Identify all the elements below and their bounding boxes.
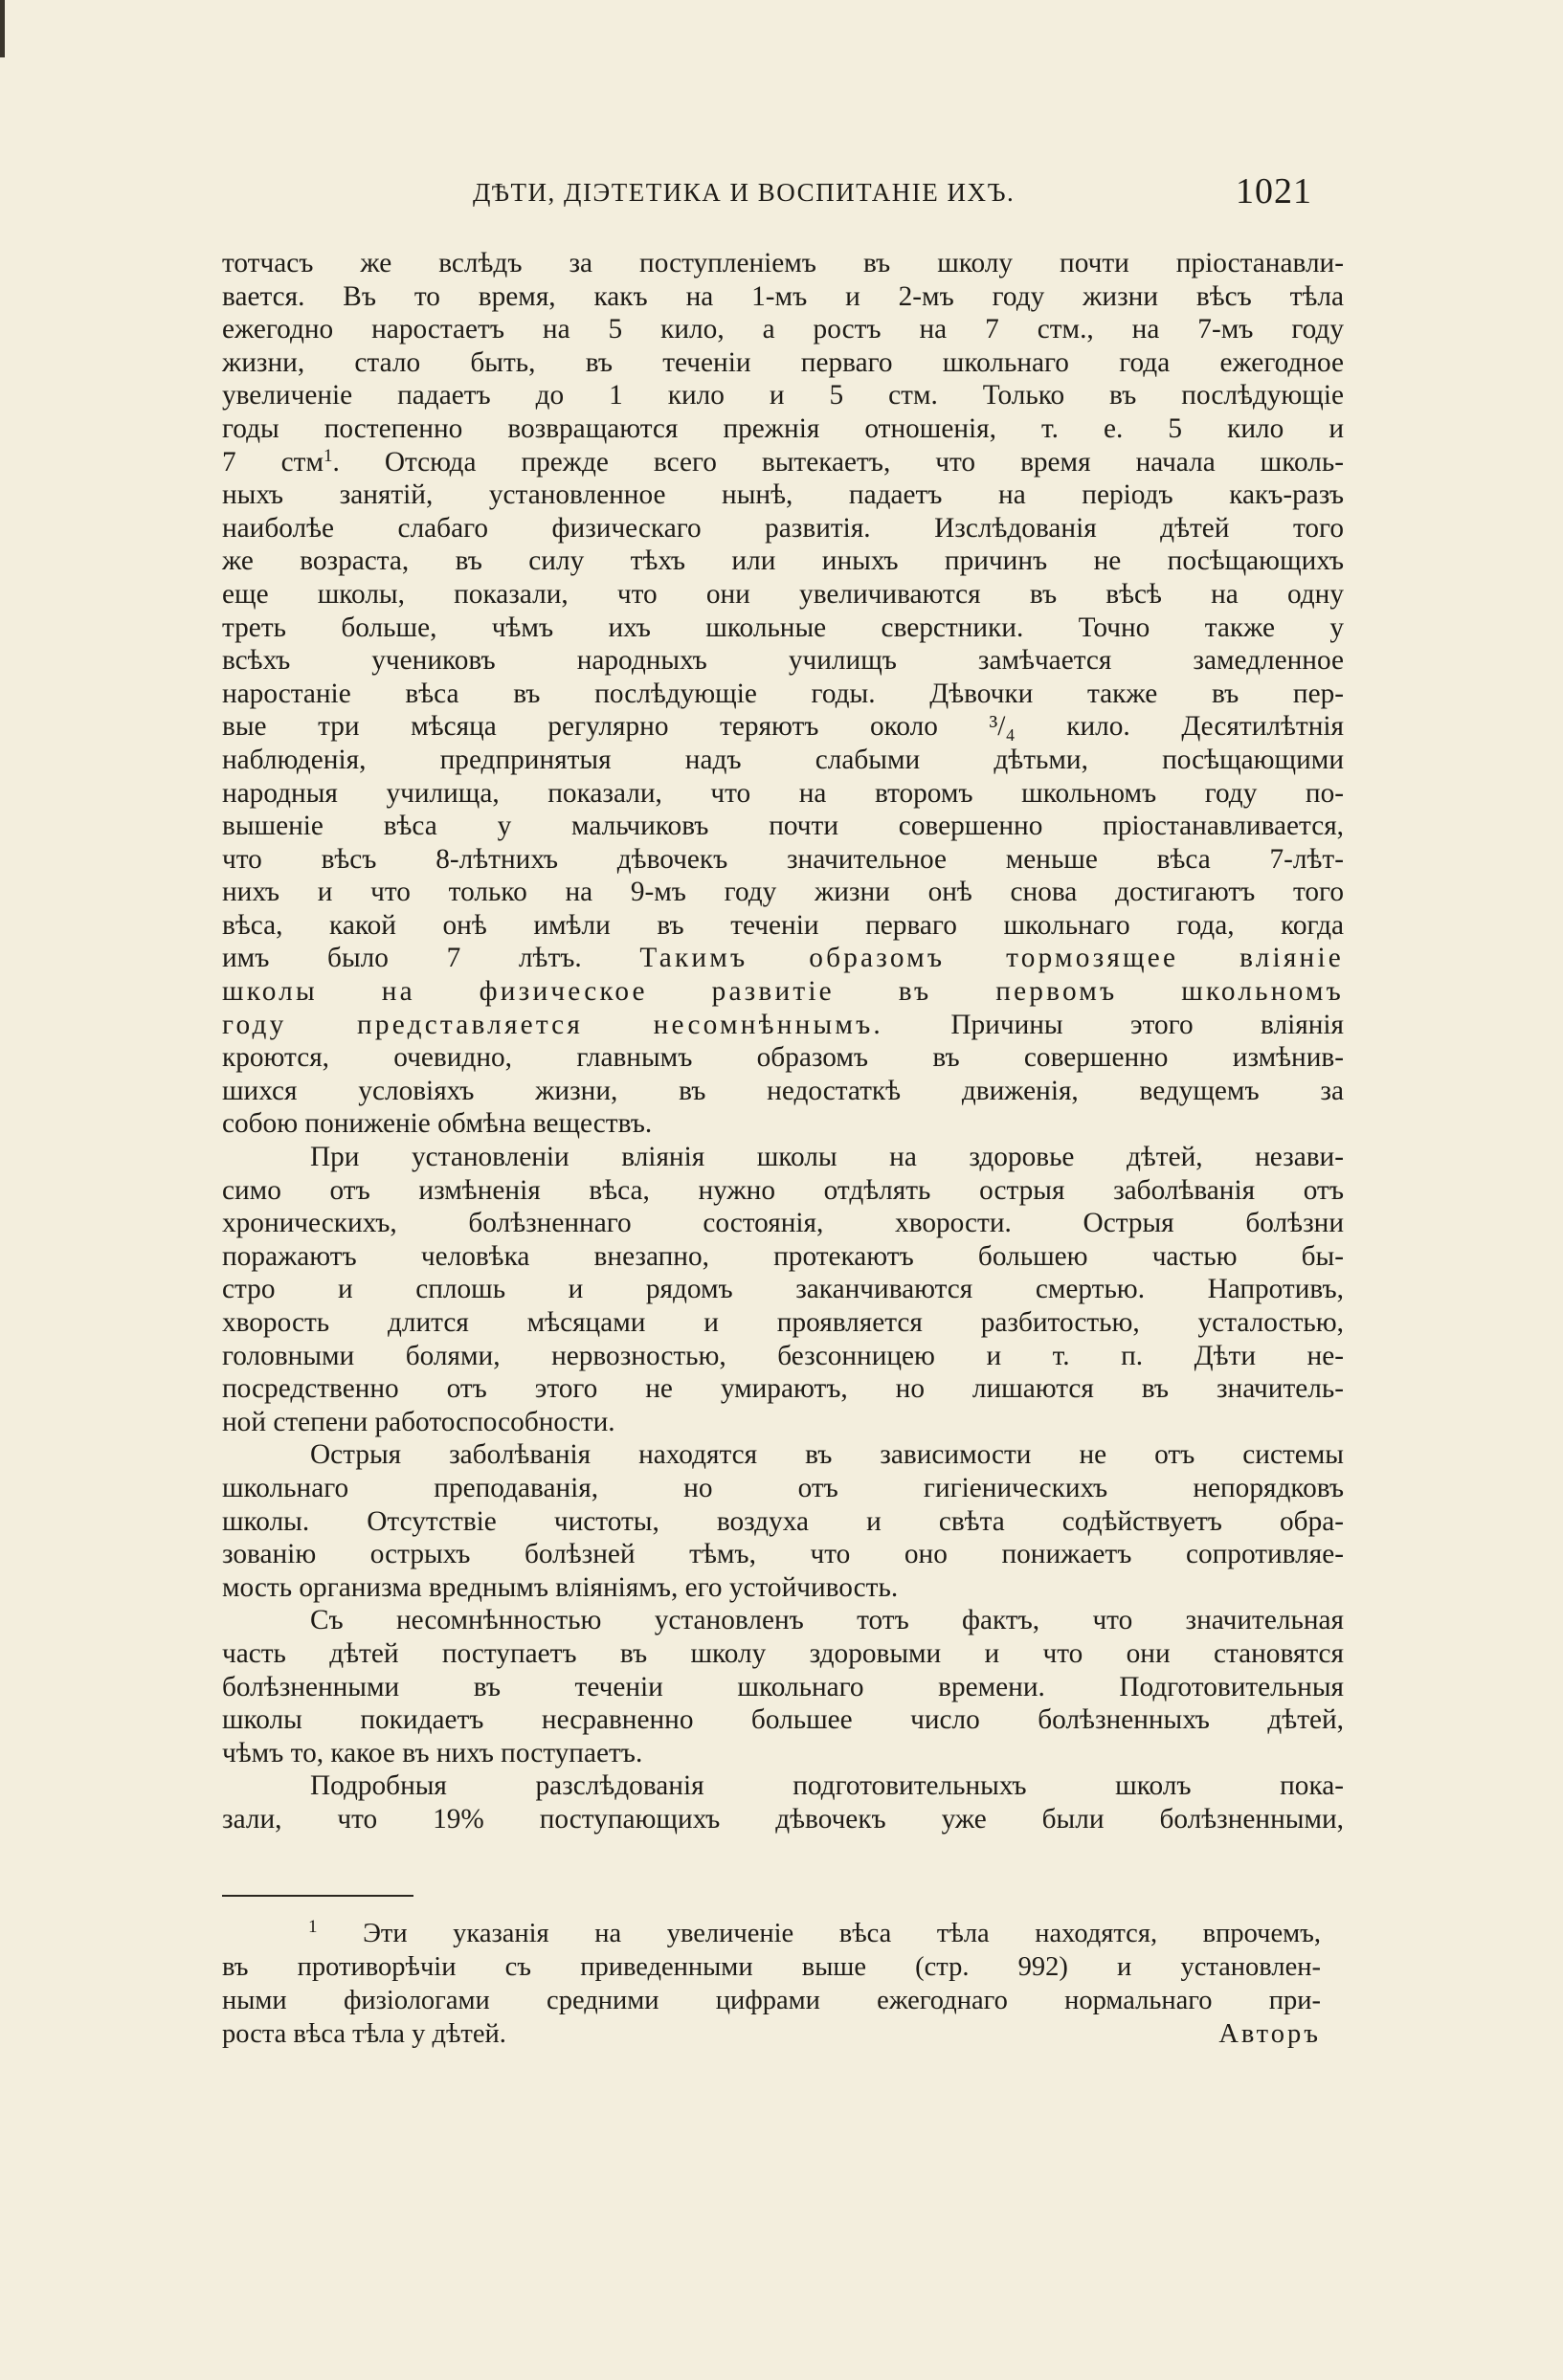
text-line: собою пониженіе обмѣна веществъ. [222, 1108, 653, 1140]
text-fragment: Причины этого вліянія [882, 1009, 1344, 1040]
text-line [222, 1009, 1344, 1042]
footnote-reference: 1 [324, 445, 333, 466]
text-fragment: 7 стм [222, 446, 324, 478]
paragraph-first-line: Подробныя разслѣдованія подготовительныхъ школъ пока- [310, 1770, 1344, 1802]
text-fragment: имъ было 7 лѣтъ. [222, 943, 640, 974]
text-line: головными болями, нервозностью, безсонницею и т. п. Дѣти не- [222, 1340, 1344, 1371]
text-line: треть больше, чѣмъ ихъ школьные сверстники. Точно также у [222, 612, 1344, 643]
text-line: посредственно отъ этого не умираютъ, но лишаются въ значитель- [222, 1373, 1344, 1405]
text-line: что вѣсъ 8-лѣтнихъ дѣвочекъ значительное меньше вѣса 7-лѣт- [222, 843, 1344, 875]
text-line: зованію острыхъ болѣзней тѣмъ, что оно понижаетъ сопротивляе- [222, 1539, 1344, 1570]
text-line: наростаніе вѣса въ послѣдующіе годы. Дѣвочки также въ пер- [222, 678, 1344, 709]
text-line: народныя училища, показали, что на второмъ школьномъ году по- [222, 777, 1344, 809]
text-fragment: . Отсюда прежде всего вытекаетъ, что время начала школь- [332, 446, 1344, 478]
text-line: шихся условіяхъ жизни, въ недостаткѣ движенія, ведущемъ за [222, 1075, 1344, 1106]
text-line: часть дѣтей поступаетъ въ школу здоровыми и что они становятся [222, 1637, 1344, 1669]
paragraph-first-line: При установленіи вліянія школы на здоровье дѣтей, незави- [310, 1142, 1344, 1173]
spaced-emphasis: году представляется несомнѣннымъ. [222, 1009, 883, 1040]
text-line [222, 942, 1344, 975]
text-line: наиболѣе слабаго физическаго развитія. Изслѣдованія дѣтей того [222, 512, 1344, 544]
body-text [222, 247, 1344, 1836]
text-line: болѣзненными въ теченіи школьнаго времени. Подготовительныя [222, 1671, 1344, 1702]
footnote-separator [222, 1895, 413, 1897]
text-line: школы. Отсутствіе чистоты, воздуха и свѣта содѣйствуетъ обра- [222, 1505, 1344, 1537]
text-line: нихъ и что только на 9-мъ году жизни онѣ снова достигаютъ того [222, 877, 1344, 908]
text-line: жизни, стало быть, въ теченіи перваго школьнаго года ежегодное [222, 346, 1344, 378]
text-line: ежегодно наростаетъ на 5 кило, а ростъ на 7 стм., на 7-мъ году [222, 314, 1344, 345]
text-line: увеличеніе падаетъ до 1 кило и 5 стм. Только въ послѣдующіе [222, 380, 1344, 411]
text-fragment: роста вѣса тѣла у дѣтей. [222, 2019, 506, 2049]
text-line: годы постепенно возвращаются прежнія отношенія, т. е. 5 кило и [222, 412, 1344, 444]
text-line: наблюденія, предпринятыя надъ слабыми дѣтьми, посѣщающими [222, 744, 1344, 775]
text-line: мость организма вреднымъ вліяніямъ, его устойчивость. [222, 1571, 899, 1603]
text-line: поражаютъ человѣка внезапно, протекаютъ большею частью бы- [222, 1240, 1344, 1272]
text-fragment: Эти указанія на увеличеніе вѣса тѣла находятся, впрочемъ, [317, 1919, 1321, 1948]
text-line: тотчасъ же вслѣдъ за поступленіемъ въ школу почти пріостанавли- [222, 248, 1344, 278]
footnote-marker: 1 [308, 1917, 318, 1937]
footnote-line: въ противорѣчіи съ приведенными выше (стр. 992) и установлен- [222, 1952, 1321, 1982]
text-line: симо отъ измѣненія вѣса, нужно отдѣлять острыя заболѣванія отъ [222, 1174, 1344, 1206]
paragraph-first-line: Съ несомнѣнностью установленъ тотъ фактъ, что значительная [310, 1605, 1344, 1636]
text-line: хворость длится мѣсяцами и проявляется разбитостью, усталостью, [222, 1307, 1344, 1338]
author-signature: Авторъ [1218, 2019, 1321, 2049]
text-line: ной степени работоспособности. [222, 1406, 615, 1437]
page-number: 1021 [1236, 171, 1312, 211]
page-header [222, 170, 1341, 218]
text-line: вается. Въ то время, какъ на 1-мъ и 2-мъ году жизни вѣсъ тѣла [222, 280, 1344, 312]
spaced-emphasis-line: школы на физическое развитіе въ первомъ школьномъ [222, 976, 1344, 1008]
text-line [222, 446, 1344, 479]
text-line: вышеніе вѣса у мальчиковъ почти совершенно пріостанавливается, [222, 811, 1344, 842]
text-line: стро и сплошь и рядомъ заканчиваются смертью. Напротивъ, [222, 1274, 1344, 1305]
text-line: вые три мѣсяца регулярно теряютъ около ³/₄ кило. Десятилѣтнія [222, 711, 1344, 743]
footnote-line [222, 1917, 1321, 1950]
text-line: ныхъ занятій, установленное нынѣ, падаетъ на періодъ какъ-разъ [222, 479, 1344, 511]
running-title: ДѢТИ, ДІЭТЕТИКА И ВОСПИТАНІЕ ИХЪ. [473, 178, 1016, 207]
page-edge [0, 0, 5, 57]
text-line: всѣхъ учениковъ народныхъ училищъ замѣчается замедленное [222, 645, 1344, 677]
text-line: школы покидаетъ несравненно большее число болѣзненныхъ дѣтей, [222, 1704, 1344, 1736]
text-line: еще школы, показали, что они увеличиваются въ вѣсѣ на одну [222, 578, 1344, 610]
text-line: хроническихъ, болѣзненнаго состоянія, хворости. Острыя болѣзни [222, 1208, 1344, 1239]
text-line: вѣса, какой онѣ имѣли въ теченіи перваго школьнаго года, когда [222, 909, 1344, 941]
text-line: же возраста, въ силу тѣхъ или иныхъ причинъ не посѣщающихъ [222, 545, 1344, 577]
text-line: зали, что 19% поступающихъ дѣвочекъ уже были болѣзненными, [222, 1803, 1344, 1835]
paragraph-first-line: Острыя заболѣванія находятся въ зависимости не отъ системы [310, 1439, 1344, 1471]
text-line: кроются, очевидно, главнымъ образомъ въ совершенно измѣнив- [222, 1042, 1344, 1074]
text-line: чѣмъ то, какое въ нихъ поступаетъ. [222, 1737, 643, 1768]
spaced-emphasis: Такимъ образомъ тормозящее вліяніе [639, 943, 1344, 974]
footnote-line [222, 2017, 1321, 2051]
footnote [222, 1917, 1321, 2051]
footnote-line: ными физіологами средними цифрами ежегоднаго нормальнаго при- [222, 1986, 1321, 2015]
text-line: школьнаго преподаванія, но отъ гигіеническихъ непорядковъ [222, 1472, 1344, 1503]
